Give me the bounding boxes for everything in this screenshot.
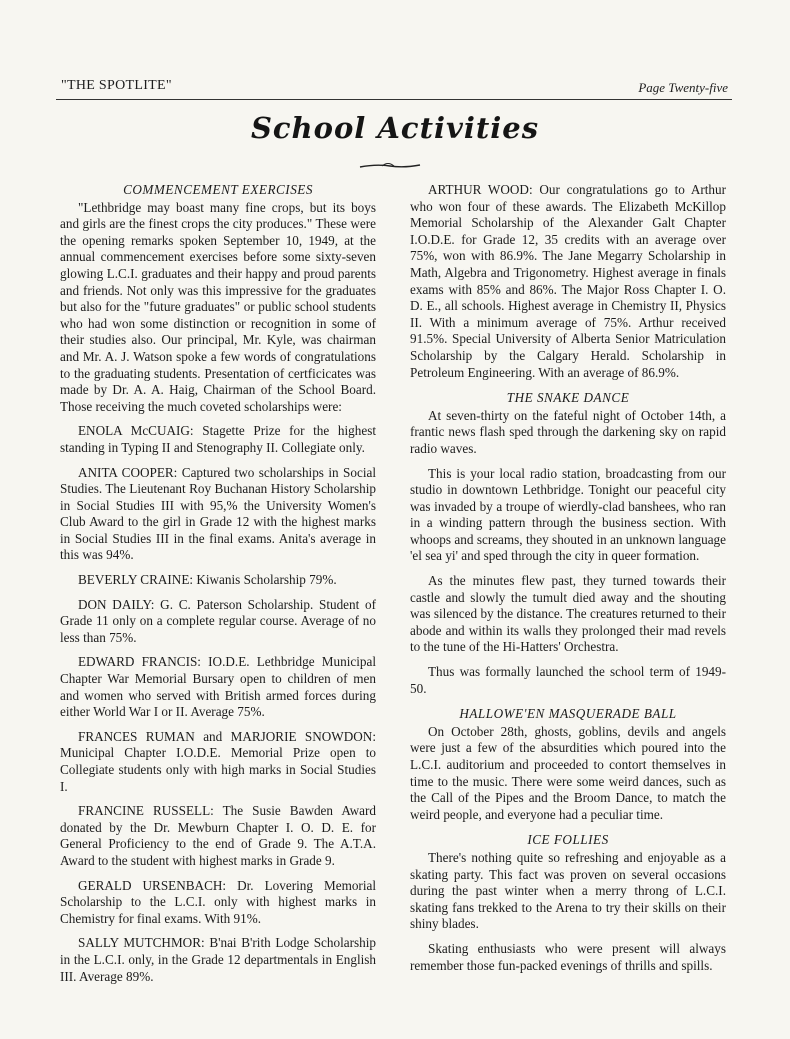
scholarship-mutchmor: SALLY MUTCHMOR: B'nai B'rith Lodge Scholarship in the L.C.I. only, in the Grade 12 departmentals in English III. Average 89%. (60, 935, 376, 984)
commencement-intro: "Lethbridge may boast many fine crops, but its boys and girls are the finest crops the city produces." These were the opening remarks spoken September 10, 1949, at the annual commencement exercises before some sixty-seven glowing L.C.I. graduates and their happy and proud parents and friends. Not only was this impressive for the graduates but also for the "future graduates" or public school students who had won some distinction or recognition in some of their studies also. Our principal, Mr. Kyle, was chairman and Mr. A. J. Watson spoke a few words of congratulations to the graduating students. Presentation of certficicates was made by Dr. A. A. Haig, Chairman of the School Board. Those receiving the much coveted scholarships were: (60, 199, 376, 414)
publication-name: "THE SPOTLITE" (61, 78, 172, 93)
snake-dance-paragraph: Thus was formally launched the school term of 1949-50. (410, 664, 726, 696)
title-flourish-ornament (358, 160, 422, 172)
scholarship-daily: DON DAILY: G. C. Paterson Scholarship. Student of Grade 11 only on a complete regular course. Average of no less than 75%. (60, 596, 376, 645)
scholarship-wood: ARTHUR WOOD: Our congratulations go to Arthur who won four of these awards. The Elizabeth McKillop Memorial Scholarship of the Alexander Galt Chapter I.O.D.E. for Grade 12, 35 credits with an average over 75%, won with 86.9%. The Jane Megarry Scholarship in Math, Algebra and Trigonometry. Highest average in finals exams with 85% and 86%. The Major Ross Chapter I. O. D. E., all schools. Highest average in Chemistry II, Physics II. With a minimum average of 75%. Arthur received 91.5%. Special University of Alberta Senior Matriculation Scholarship by the Calgary Herald. Scholarship in Petroleum Engineering. With an average of 86.9%. (410, 182, 726, 380)
header-divider (56, 99, 732, 100)
page-number: Page Twenty-five (638, 80, 728, 95)
scholarship-ursenbach: GERALD URSENBACH: Dr. Lovering Memorial Scholarship to the L.C.I. only with highest marks in Chemistry for final exams. With 91%. (60, 877, 376, 926)
scholarship-russell: FRANCINE RUSSELL: The Susie Bawden Award donated by the Dr. Mewburn Chapter I. O. D. E. for General Proficiency to the end of Grade 9. The A.T.A. Award to the student with highest marks in Grade 9. (60, 803, 376, 868)
scholarship-cooper: ANITA COOPER: Captured two scholarships in Social Studies. The Lieutenant Roy Buchanan History Scholarship in Social Studies III with 95,% the University Women's Club Award to the girl in Grade 12 with the highest marks in Social Studies III in the final exams. Anita's average in this was 94%. (60, 464, 376, 563)
scholarship-craine: BEVERLY CRAINE: Kiwanis Scholarship 79%. (78, 572, 337, 588)
left-column (60, 182, 376, 985)
scholarship-francis: EDWARD FRANCIS: IO.D.E. Lethbridge Municipal Chapter War Memorial Bursary open to children of men and women who served with British armed forces during either World War I or II. Average 75%. (60, 654, 376, 720)
ice-follies-paragraph: There's nothing quite so refreshing and enjoyable as a skating party. This fact was proven on several occasions during the past winter when a merry throng of L.C.I. skating fans trekked to the Arena to try their skills on their shiny blades. (410, 849, 726, 932)
ice-follies-paragraph: Skating enthusiasts who were present will always remember those fun-packed evenings of thrills and spills. (410, 940, 726, 973)
scholarship-ruman-snowdon: FRANCES RUMAN and MARJORIE SNOWDON: Municipal Chapter I.O.D.E. Memorial Prize open to Collegiate students only with high marks in Social Studies I. (60, 728, 376, 794)
snake-dance-heading: THE SNAKE DANCE (506, 390, 630, 406)
right-column (410, 182, 726, 974)
page-title: School Activities (250, 111, 540, 145)
commencement-heading: COMMENCEMENT EXERCISES (123, 182, 313, 197)
masquerade-heading: HALLOWE'EN MASQUERADE BALL (459, 706, 677, 722)
scholarship-mccuaig: ENOLA McCUAIG: Stagette Prize for the highest standing in Typing II and Stenography II. Collegiate only. (60, 423, 376, 455)
snake-dance-paragraph: This is your local radio station, broadcasting from our studio in downtown Lethbridge. Tonight our peaceful city was invaded by a troupe of wierdly-clad banshees, who ran in a winding pattern through the business section. With whoops and screams, they shouted in an unknown language 'el sea yi' and sped through the city in queer formation. (410, 465, 726, 564)
ice-follies-heading: ICE FOLLIES (527, 832, 609, 848)
masquerade-paragraph: On October 28th, ghosts, goblins, devils and angels were just a few of the absurdities which poured into the L.C.I. auditorium and proceeded to contort themselves in time to the music. There were some weird dances, such as the Call of the Pipes and the Broom Dance, to match the weird people, and everyone had a peculiar time. (410, 723, 726, 822)
snake-dance-paragraph: At seven-thirty on the fateful night of October 14th, a frantic news flash sped through the darkening sky on rapid radio waves. (410, 407, 726, 456)
snake-dance-paragraph: As the minutes flew past, they turned towards their castle and slowly the tumult died away and the shouting was silenced by the distance. The creatures returned to their abode and within its walls they prolonged their mad revels to the tune of the Hi-Hatters' Orchestra. (410, 573, 726, 655)
